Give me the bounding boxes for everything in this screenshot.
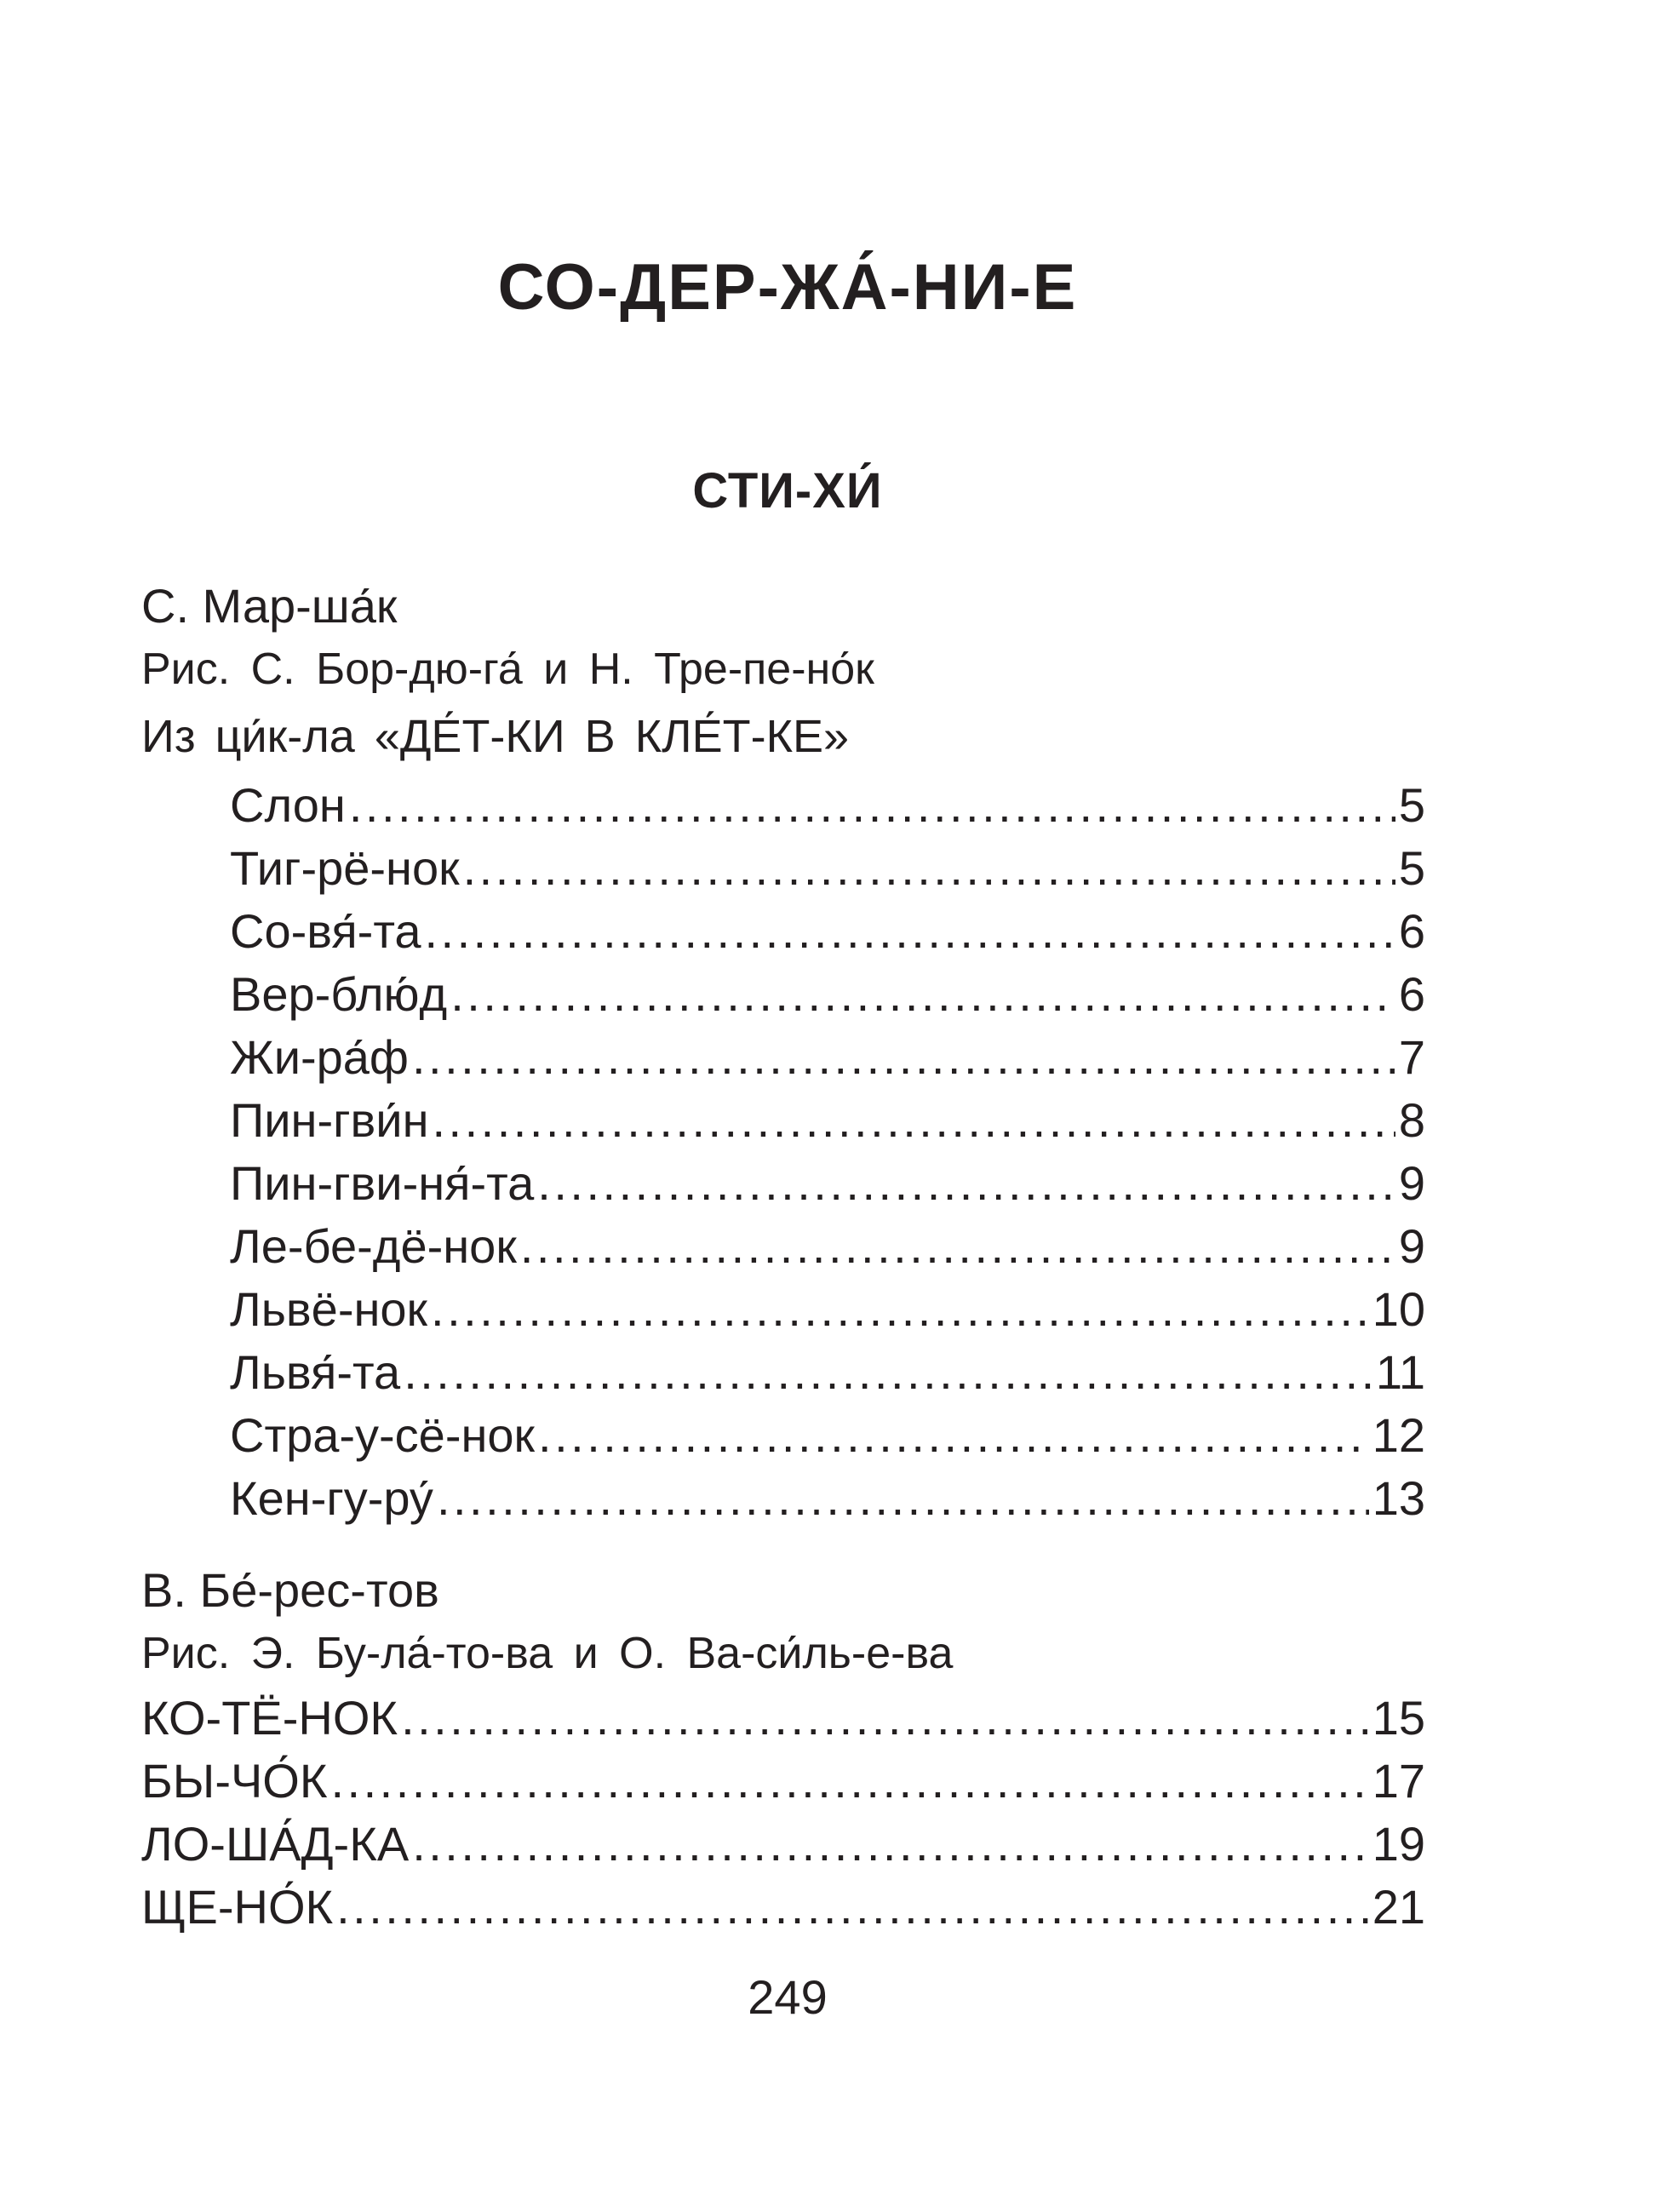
toc-entry-title: Ле-бе-дё-нок — [230, 1219, 517, 1273]
toc-entry-title: КО-ТЁ-НОК — [141, 1691, 398, 1745]
toc-entry-title: Пин-гви́н — [230, 1093, 429, 1147]
toc-entry-page: 6 — [1398, 967, 1425, 1021]
toc-dot-leader — [330, 1757, 1368, 1805]
toc-dot-leader — [404, 1349, 1372, 1396]
toc-dot-leader — [433, 1097, 1395, 1144]
toc-dot-leader — [412, 1034, 1395, 1081]
toc-entry-title: Львё-нок — [230, 1282, 428, 1336]
toc-entry-page: 12 — [1372, 1408, 1425, 1462]
toc-entry[interactable] — [230, 967, 1425, 1021]
toc-entry-page: 5 — [1398, 841, 1425, 895]
toc-dot-leader — [425, 908, 1395, 955]
toc-entry-page: 5 — [1398, 778, 1425, 832]
toc-entry[interactable] — [141, 1880, 1425, 1934]
toc-entry-title: Вер-блю́д — [230, 967, 448, 1021]
toc-entry[interactable] — [230, 1408, 1425, 1462]
toc-entry-page: 21 — [1372, 1880, 1425, 1934]
toc-entry[interactable] — [230, 1093, 1425, 1147]
illustrators-line: Рис. Э. Бу-ла́-то-ва и О. Ва-си́ль-е-ва — [141, 1629, 954, 1678]
toc-entry-page: 6 — [1398, 904, 1425, 958]
toc-entry-page: 15 — [1372, 1691, 1425, 1745]
toc-entry-title: Пин-гви-ня́-та — [230, 1156, 535, 1210]
toc-entry-title: ЩЕ-НО́К — [141, 1880, 334, 1934]
toc-dot-leader — [349, 782, 1395, 829]
toc-entry[interactable] — [141, 1817, 1425, 1871]
toc-entry-page: 9 — [1398, 1156, 1425, 1210]
toc-entry[interactable] — [230, 778, 1425, 832]
toc-entry-page: 19 — [1372, 1817, 1425, 1871]
toc-entry[interactable] — [141, 1691, 1425, 1745]
author-name: В. Бе́-рес-тов — [141, 1563, 439, 1617]
author-name: С. Мар-ша́к — [141, 579, 398, 633]
toc-dot-leader — [538, 1412, 1369, 1459]
toc-entry-title: БЫ-ЧО́К — [141, 1754, 328, 1808]
toc-entry-title: Львя́-та — [230, 1345, 401, 1399]
cycle-title: Из ци́к-ла «ДЕ́Т-КИ В КЛЕ́Т-КЕ» — [141, 711, 850, 762]
toc-entry[interactable] — [230, 1345, 1425, 1399]
section-title: СТИ-ХИ́ — [692, 463, 883, 519]
toc-entry[interactable] — [141, 1754, 1425, 1808]
toc-entry-title: ЛО-ША́Д-КА — [141, 1817, 410, 1871]
toc-entry-page: 13 — [1372, 1471, 1425, 1525]
toc-dot-leader — [437, 1475, 1369, 1522]
toc-entry[interactable] — [230, 904, 1425, 958]
toc-dot-leader — [537, 1160, 1395, 1207]
toc-entry-title: Жи-ра́ф — [230, 1030, 409, 1084]
toc-dot-leader — [401, 1694, 1369, 1742]
toc-entry-title: Кен-гу-ру́ — [230, 1471, 433, 1525]
toc-dot-leader — [520, 1223, 1395, 1270]
illustrators-line: Рис. С. Бор-дю-га́ и Н. Тре-пе-но́к — [141, 645, 874, 694]
toc-dot-leader — [431, 1286, 1369, 1333]
toc-entry[interactable] — [230, 1030, 1425, 1084]
toc-entry-page: 11 — [1375, 1345, 1425, 1399]
toc-entry-page: 9 — [1398, 1219, 1425, 1273]
toc-entry[interactable] — [230, 1282, 1425, 1336]
toc-entry[interactable] — [230, 1219, 1425, 1273]
toc-entry-title: Со-вя́-та — [230, 904, 421, 958]
toc-dot-leader — [450, 971, 1395, 1018]
toc-entry[interactable] — [230, 841, 1425, 895]
toc-dot-leader — [412, 1820, 1369, 1868]
toc-entry[interactable] — [230, 1471, 1425, 1525]
toc-entry[interactable] — [230, 1156, 1425, 1210]
toc-entry-page: 10 — [1372, 1282, 1425, 1336]
page-title: СО-ДЕР-ЖА́-НИ-Е — [497, 251, 1078, 324]
toc-entry-title: Тиг-рё-нок — [230, 841, 460, 895]
toc-entry-title: Слон — [230, 778, 346, 832]
toc-entry-page: 7 — [1398, 1030, 1425, 1084]
toc-dot-leader — [336, 1883, 1369, 1931]
toc-dot-leader — [463, 845, 1395, 892]
toc-entry-title: Стра-у-сё-нок — [230, 1408, 536, 1462]
toc-entry-page: 8 — [1398, 1093, 1425, 1147]
toc-entry-page: 17 — [1372, 1754, 1425, 1808]
page-number: 249 — [748, 1970, 828, 2024]
